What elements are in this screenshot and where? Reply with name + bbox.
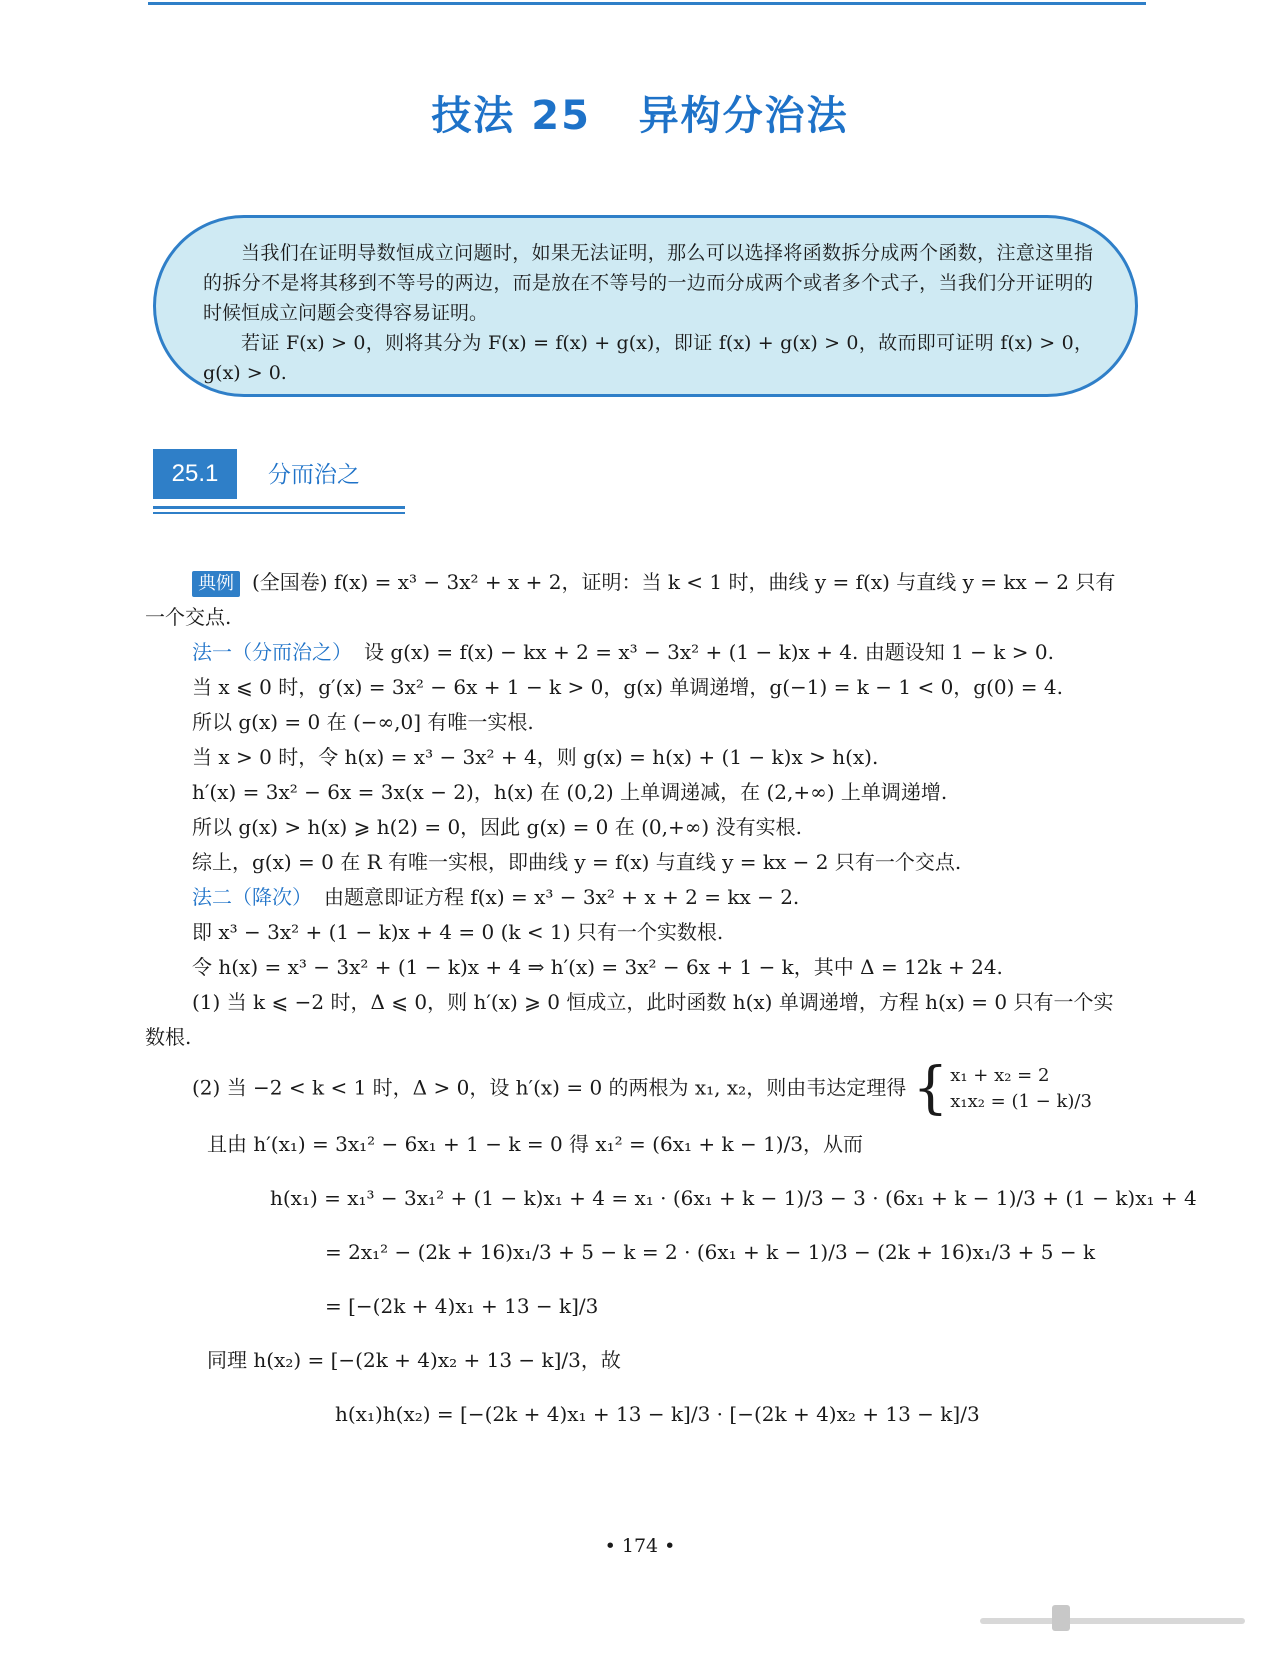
method2-line-1: 即 x³ − 3x² + (1 − k)x + 4 = 0 (k < 1) 只有一个实数根. [192,920,724,944]
vieta-sum: x₁ + x₂ = 2 [950,1065,1050,1086]
method2-line-0 [145,880,1135,915]
title-name: 异构分治法 [638,93,849,139]
intro-paragraph-1: 当我们在证明导数恒成立问题时，如果无法证明，那么可以选择将函数拆分成两个函数，注意这里指的拆分不是将其移到不等号的两边，而是放在不等号的一边而分成两个或者多个式子，当我们分开证明的时候恒成立问题会变得容易证明。 [203,242,1093,324]
scrollbar-thumb[interactable] [1052,1605,1070,1631]
equation-4: h(x₁)h(x₂) = [−(2k + 4)x₁ + 13 − k]/3 · [−(2k + 4)x₂ + 13 − k]/3 [335,1402,980,1426]
method2-label: 法二（降次） [192,885,312,909]
page-title [0,84,1280,141]
page-number: • 174 • [604,1535,676,1557]
method1-line-5: 所以 g(x) > h(x) ⩾ h(2) = 0，因此 g(x) = 0 在 (0,+∞) 没有实根. [192,815,802,839]
method2-case-1-cont: 数根. [145,1025,192,1049]
main-content [145,565,1197,1441]
derivation [145,1117,1197,1441]
method2-line-2: 令 h(x) = x³ − 3x² + (1 − k)x + 4 ⇒ h′(x) = 3x² − 6x + 1 − k，其中 Δ = 12k + 24. [192,955,1003,979]
method1-text-0: 设 g(x) = f(x) − kx + 2 = x³ − 3x² + (1 − k)x + 4. 由题设知 1 − k > 0. [364,640,1054,664]
method2-case-1: (1) 当 k ⩽ −2 时，Δ ⩽ 0，则 h′(x) ⩾ 0 恒成立，此时函数 h(x) 单调递增，方程 h(x) = 0 只有一个实 [192,990,1114,1014]
method1-line-1: 当 x ⩽ 0 时，g′(x) = 3x² − 6x + 1 − k > 0，g(x) 单调递增，g(−1) = k − 1 < 0，g(0) = 4. [192,675,1063,699]
title-number: 技法 25 [431,93,591,139]
section-rule-thin [153,512,405,514]
brace-symbol: { [912,1056,949,1121]
method1-line-0 [145,635,1135,670]
example-statement: (全国卷) f(x) = x³ − 3x² + x + 2，证明：当 k < 1 时，曲线 y = f(x) 与直线 y = kx − 2 只有 [252,570,1116,594]
equation-1: h(x₁) = x₁³ − 3x₁² + (1 − k)x₁ + 4 = x₁ · (6x₁ + k − 1)/3 − 3 · (6x₁ + k − 1)/3 + (1 − k)x₁ + 4 [270,1186,1197,1210]
method2-text-0: 由题意即证方程 f(x) = x³ − 3x² + x + 2 = kx − 2. [324,885,800,909]
vieta-system [912,1056,1092,1121]
intro-paragraph-2: 若证 F(x) > 0，则将其分为 F(x) = f(x) + g(x)，即证 f(x) + g(x) > 0，故而即可证明 f(x) > 0，g(x) > 0. [203,332,1093,384]
section-title: 分而治之 [268,462,360,488]
example-statement-cont: 一个交点. [145,605,232,629]
vieta-product: x₁x₂ = (1 − k)/3 [950,1091,1092,1112]
section-rule [153,506,405,509]
method1-line-4: h′(x) = 3x² − 6x = 3x(x − 2)，h(x) 在 (0,2) 上单调递减，在 (2,+∞) 上单调递增. [192,780,948,804]
top-rule [148,2,1146,5]
method1-line-3: 当 x > 0 时，令 h(x) = x³ − 3x² + 4，则 g(x) = h(x) + (1 − k)x > h(x). [192,745,879,769]
method1-line-2: 所以 g(x) = 0 在 (−∞,0] 有唯一实根. [192,710,534,734]
example-line [145,565,1135,600]
intro-text [203,238,1093,388]
derivation-line-1: 且由 h′(x₁) = 3x₁² − 6x₁ + 1 − k = 0 得 x₁² = (6x₁ + k − 1)/3，从而 [207,1132,864,1156]
section-number: 25.1 [153,449,237,499]
example-badge: 典例 [192,571,240,597]
method1-label: 法一（分而治之） [192,640,352,664]
method2-case-2 [145,1056,1135,1121]
equation-3: = [−(2k + 4)x₁ + 13 − k]/3 [325,1294,599,1318]
derivation-line-2: 同理 h(x₂) = [−(2k + 4)x₂ + 13 − k]/3，故 [207,1348,621,1372]
method1-line-6: 综上，g(x) = 0 在 R 有唯一实根，即曲线 y = f(x) 与直线 y = kx − 2 只有一个交点. [192,850,962,874]
equation-2: = 2x₁² − (2k + 16)x₁/3 + 5 − k = 2 · (6x₁ + k − 1)/3 − (2k + 16)x₁/3 + 5 − k [325,1240,1096,1264]
method2-case-2-text: (2) 当 −2 < k < 1 时，Δ > 0，设 h′(x) = 0 的两根为 x₁, x₂，则由韦达定理得 [192,1075,907,1100]
scrollbar-track[interactable] [980,1618,1245,1624]
